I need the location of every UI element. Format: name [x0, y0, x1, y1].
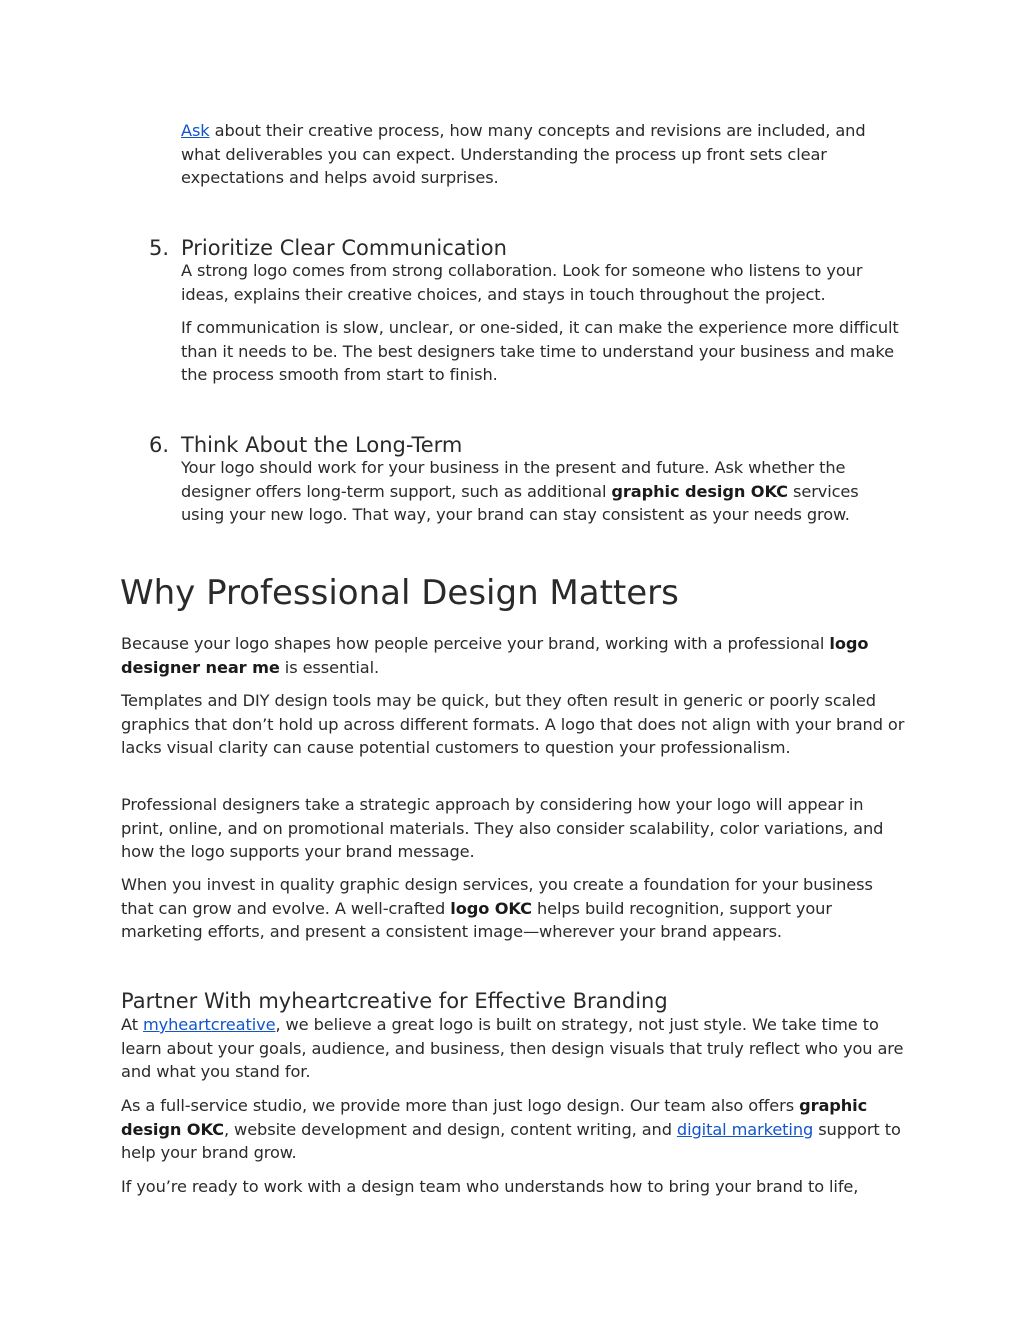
step-6-text-b: services using your new logo. That way, your brand can stay consistent as your needs grow. — [181, 481, 859, 524]
why-p1-text-a: Because your logo shapes how people perceive your brand, working with a professional — [121, 634, 830, 653]
intro-text: about their creative process, how many concepts and revisions are included, and what deliverables you can expect. Understanding the process up front sets clear expectations and helps avoid surprises. — [181, 121, 866, 187]
step-5-paragraph-1: A strong logo comes from strong collaboration. Look for someone who listens to your ideas, explains their creative choices, and stays in touch throughout the project. — [181, 261, 863, 304]
step-6-keyword: graphic design OKC — [611, 481, 788, 501]
partner-heading: Partner With myheartcreative for Effective Branding — [121, 989, 668, 1013]
digital-marketing-link[interactable]: digital marketing — [676, 1119, 814, 1139]
partner-p2-text-c: support to help your brand grow. — [121, 1119, 901, 1162]
why-paragraph-1 — [121, 632, 906, 679]
partner-paragraph-3: If you’re ready to work with a design team who understands how to bring your brand to life, — [121, 1177, 859, 1196]
partner-paragraph-2 — [121, 1094, 906, 1165]
why-paragraph-2: Templates and DIY design tools may be quick, but they often result in generic or poorly scaled graphics that don’t hold up across different formats. A logo that does not align with your brand or lacks visual clarity can cause potential customers to question your professionalism. — [121, 691, 905, 757]
step-5-number: 5. — [149, 236, 170, 260]
partner-p2-text-a: As a full-service studio, we provide more than just logo design. Our team also offers — [121, 1096, 800, 1115]
ask-link[interactable]: Ask — [181, 121, 210, 140]
step-5-paragraph-2: If communication is slow, unclear, or one-sided, it can make the experience more difficult than it needs to be. The best designers take time to understand your business and make the process smooth from start to finish. — [181, 318, 899, 384]
partner-p1-text-b: , we believe a great logo is built on strategy, not just style. We take time to learn about your goals, audience, and business, then design visuals that truly reflect who you are and what you stand for. — [121, 1015, 904, 1081]
myheartcreative-link[interactable]: myheartcreative — [142, 1015, 276, 1034]
why-p4-text-b: helps build recognition, support your marketing efforts, and present a consistent image—wherever your brand appears. — [121, 898, 832, 941]
step-6-title: Think About the Long-Term — [181, 433, 463, 457]
why-heading: Why Professional Design Matters — [120, 573, 679, 613]
partner-p1-text-a: At — [121, 1015, 143, 1034]
why-p4-text-a: When you invest in quality graphic design services, you create a foundation for your business that can grow and evolve. A well-crafted — [121, 875, 873, 918]
step-5-title: Prioritize Clear Communication — [181, 236, 507, 260]
step-6-number: 6. — [149, 433, 170, 457]
why-paragraph-4 — [121, 873, 906, 944]
why-p1-keyword: logo designer near me — [121, 634, 869, 677]
partner-p2-text-b: , website development and design, content writing, and — [223, 1119, 677, 1139]
why-paragraph-3: Professional designers take a strategic approach by considering how your logo will appear in print, online, and on promotional materials. They also consider scalability, color variations, and how the logo supports your brand message. — [121, 795, 884, 861]
why-p1-text-b: is essential. — [279, 657, 380, 677]
step-6-text-a: Your logo should work for your business in the present and future. Ask whether the designer offers long-term support, such as additional — [181, 458, 846, 501]
intro-paragraph — [181, 119, 906, 190]
why-p4-keyword: logo OKC — [450, 898, 532, 918]
partner-p2-keyword: graphic design OKC — [121, 1096, 868, 1139]
partner-paragraph-1 — [121, 1013, 906, 1084]
step-6-paragraph — [181, 456, 906, 527]
